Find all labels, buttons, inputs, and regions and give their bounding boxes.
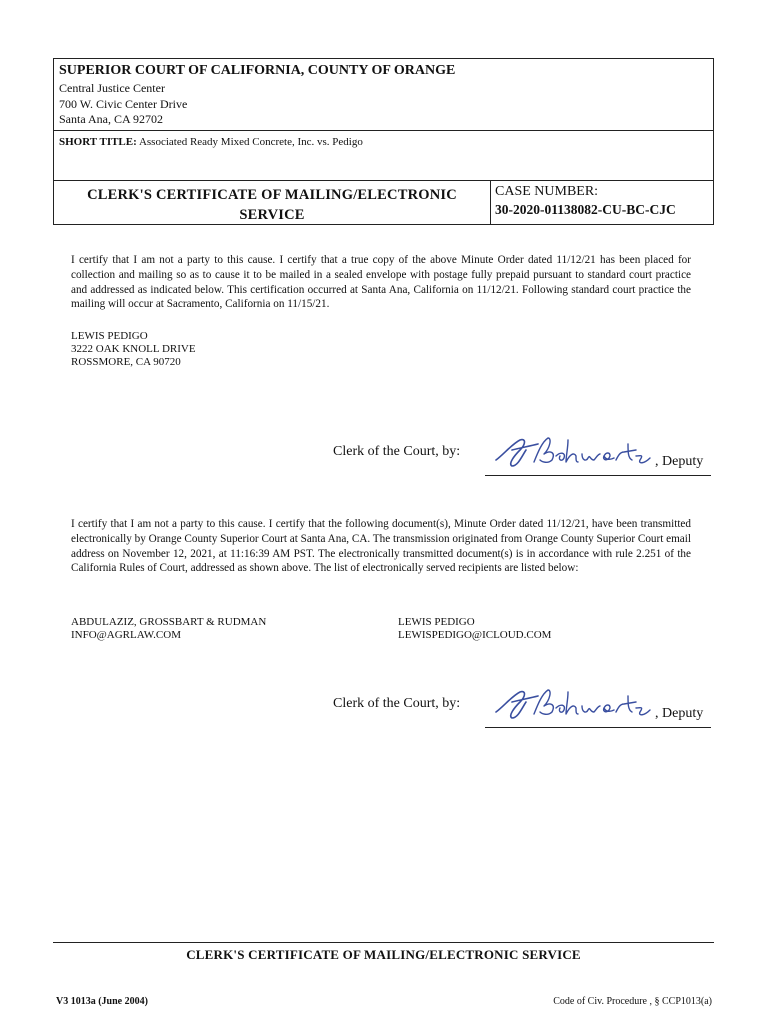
code-reference: Code of Civ. Procedure , § CCP1013(a): [553, 996, 712, 1007]
divider: [54, 130, 713, 131]
court-address-line-1: Central Justice Center: [59, 81, 165, 95]
court-name: SUPERIOR COURT OF CALIFORNIA, COUNTY OF ORANGE: [59, 63, 456, 78]
footer-title: CLERK'S CERTIFICATE OF MAILING/ELECTRONIC SERVICE: [186, 947, 581, 962]
recipient-name: ABDULAZIZ, GROSSBART & RUDMAN: [71, 616, 267, 628]
mailing-recipient-address: [71, 330, 196, 369]
clerk-signature-image: [490, 682, 658, 726]
recipient-street: 3222 OAK KNOLL DRIVE: [71, 343, 196, 355]
footer-divider: [53, 942, 714, 943]
divider: [54, 180, 713, 181]
electronic-recipient: [398, 616, 551, 642]
electronic-recipient: [71, 616, 266, 642]
divider: [490, 180, 491, 224]
header-box: [53, 58, 714, 225]
deputy-label: , Deputy: [655, 706, 704, 721]
court-address-line-2: 700 W. Civic Center Drive: [59, 97, 188, 111]
signature-line: [485, 475, 711, 476]
form-id: V3 1013a (June 2004): [56, 996, 148, 1007]
clerk-of-court-label: Clerk of the Court, by:: [333, 444, 461, 459]
signature-line: [485, 727, 711, 728]
court-address-line-3: Santa Ana, CA 92702: [59, 112, 163, 126]
recipient-name: LEWIS PEDIGO: [71, 330, 148, 342]
clerk-of-court-label: Clerk of the Court, by:: [333, 696, 461, 711]
recipient-city: ROSSMORE, CA 90720: [71, 356, 181, 368]
short-title-label: SHORT TITLE:: [59, 136, 137, 148]
short-title-value: Associated Ready Mixed Concrete, Inc. vs. Pedigo: [138, 136, 363, 148]
deputy-label: , Deputy: [655, 454, 704, 469]
certificate-title: CLERK'S CERTIFICATE OF MAILING/ELECTRONIC SERVICE: [87, 187, 457, 223]
recipient-name: LEWIS PEDIGO: [398, 616, 475, 628]
clerk-signature-image: [490, 430, 658, 474]
mailing-certification-paragraph: I certify that I am not a party to this cause. I certify that a true copy of the above Minute Order dated 11/12/21 has been placed for collection and mailing so as to cause it to be mailed in a sealed envelope with postage fully prepaid pursuant to standard court practice and addressed as indicated below. This certification occurred at Santa Ana, California on 11/12/21. Following standard court practice the mailing will occur at Sacramento, California on 11/15/21.: [71, 254, 691, 311]
electronic-certification-paragraph: I certify that I am not a party to this cause. I certify that the following document(s), Minute Order dated 11/12/21, have been transmitted electronically by Orange County Superior Court at Santa Ana, CA. The transmission originated from Orange County Superior Court email address on November 12, 2021, at 11:16:39 AM PST. The electronically transmitted document(s) is in accordance with rule 2.251 of the California Rules of Court, addressed as shown above. The list of electronically served recipients are listed below:: [71, 518, 691, 575]
short-title: [59, 136, 363, 148]
recipient-email: LEWISPEDIGO@ICLOUD.COM: [398, 629, 552, 641]
recipient-email: INFO@AGRLAW.COM: [71, 629, 181, 641]
case-number: 30-2020-01138082-CU-BC-CJC: [495, 202, 676, 217]
case-number-label: CASE NUMBER:: [495, 184, 599, 199]
